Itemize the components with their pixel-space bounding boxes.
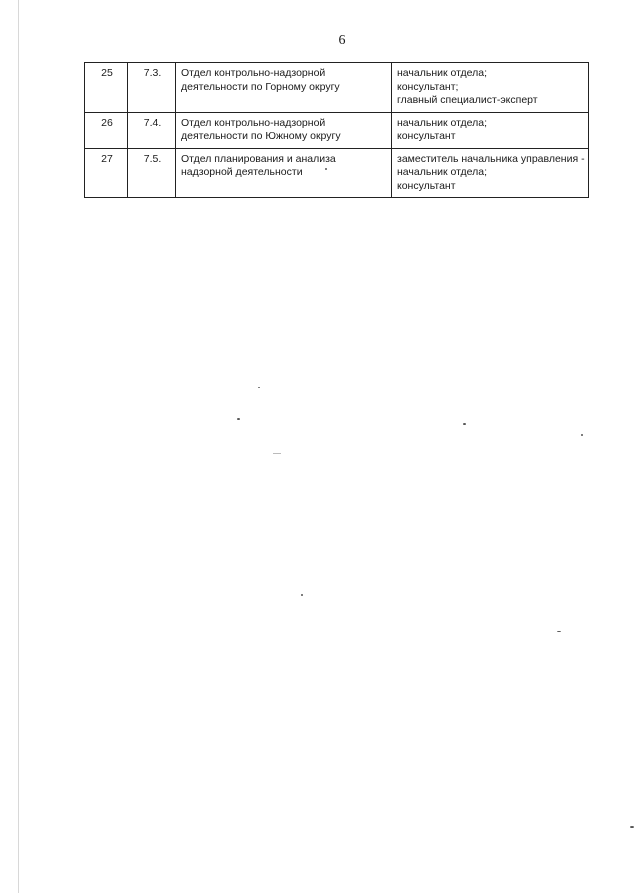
- department-cell: [176, 63, 392, 113]
- department-line: Отдел планирования и анализа: [181, 152, 336, 165]
- position-line: начальник отдела;: [397, 67, 488, 79]
- department-cell: [176, 112, 392, 148]
- department-line: Отдел контрольно-надзорной: [181, 67, 326, 79]
- row-code: 7.3.: [128, 63, 176, 113]
- scan-speck: [325, 168, 327, 170]
- position-line: главный специалист-эксперт: [397, 94, 538, 106]
- positions-cell: [392, 112, 589, 148]
- table-row: [85, 112, 589, 148]
- page-number: 6: [338, 33, 346, 48]
- row-code: 7.5.: [128, 148, 176, 198]
- position-line: начальник отдела;: [397, 116, 488, 129]
- position-line: заместитель начальника управления -: [397, 152, 585, 165]
- table-row: [85, 63, 589, 113]
- position-line: консультант;: [397, 80, 459, 93]
- department-line: надзорной деятельности: [181, 166, 303, 178]
- row-number: 26: [85, 112, 128, 148]
- positions-table: [84, 62, 589, 198]
- position-line: консультант: [397, 130, 456, 142]
- table-row: [85, 148, 589, 198]
- department-line: деятельности по Горному округу: [181, 80, 340, 93]
- row-code: 7.4.: [128, 112, 176, 148]
- row-number: 25: [85, 63, 128, 113]
- department-cell: [176, 148, 392, 198]
- department-line: деятельности по Южному округу: [181, 130, 341, 142]
- scan-speck: [630, 826, 634, 828]
- scan-speck: [273, 453, 281, 454]
- scan-speck: [237, 418, 240, 420]
- positions-cell: [392, 148, 589, 198]
- department-line: Отдел контрольно-надзорной: [181, 116, 326, 129]
- position-line: начальник отдела;: [397, 166, 488, 178]
- scan-speck: [301, 594, 303, 596]
- positions-cell: [392, 63, 589, 113]
- scan-speck: [463, 423, 466, 425]
- scan-speck: [557, 631, 561, 632]
- position-line: консультант: [397, 179, 456, 192]
- scan-speck: [581, 434, 583, 436]
- page-edge-line: [18, 0, 19, 893]
- row-number: 27: [85, 148, 128, 198]
- scan-speck: [258, 387, 260, 388]
